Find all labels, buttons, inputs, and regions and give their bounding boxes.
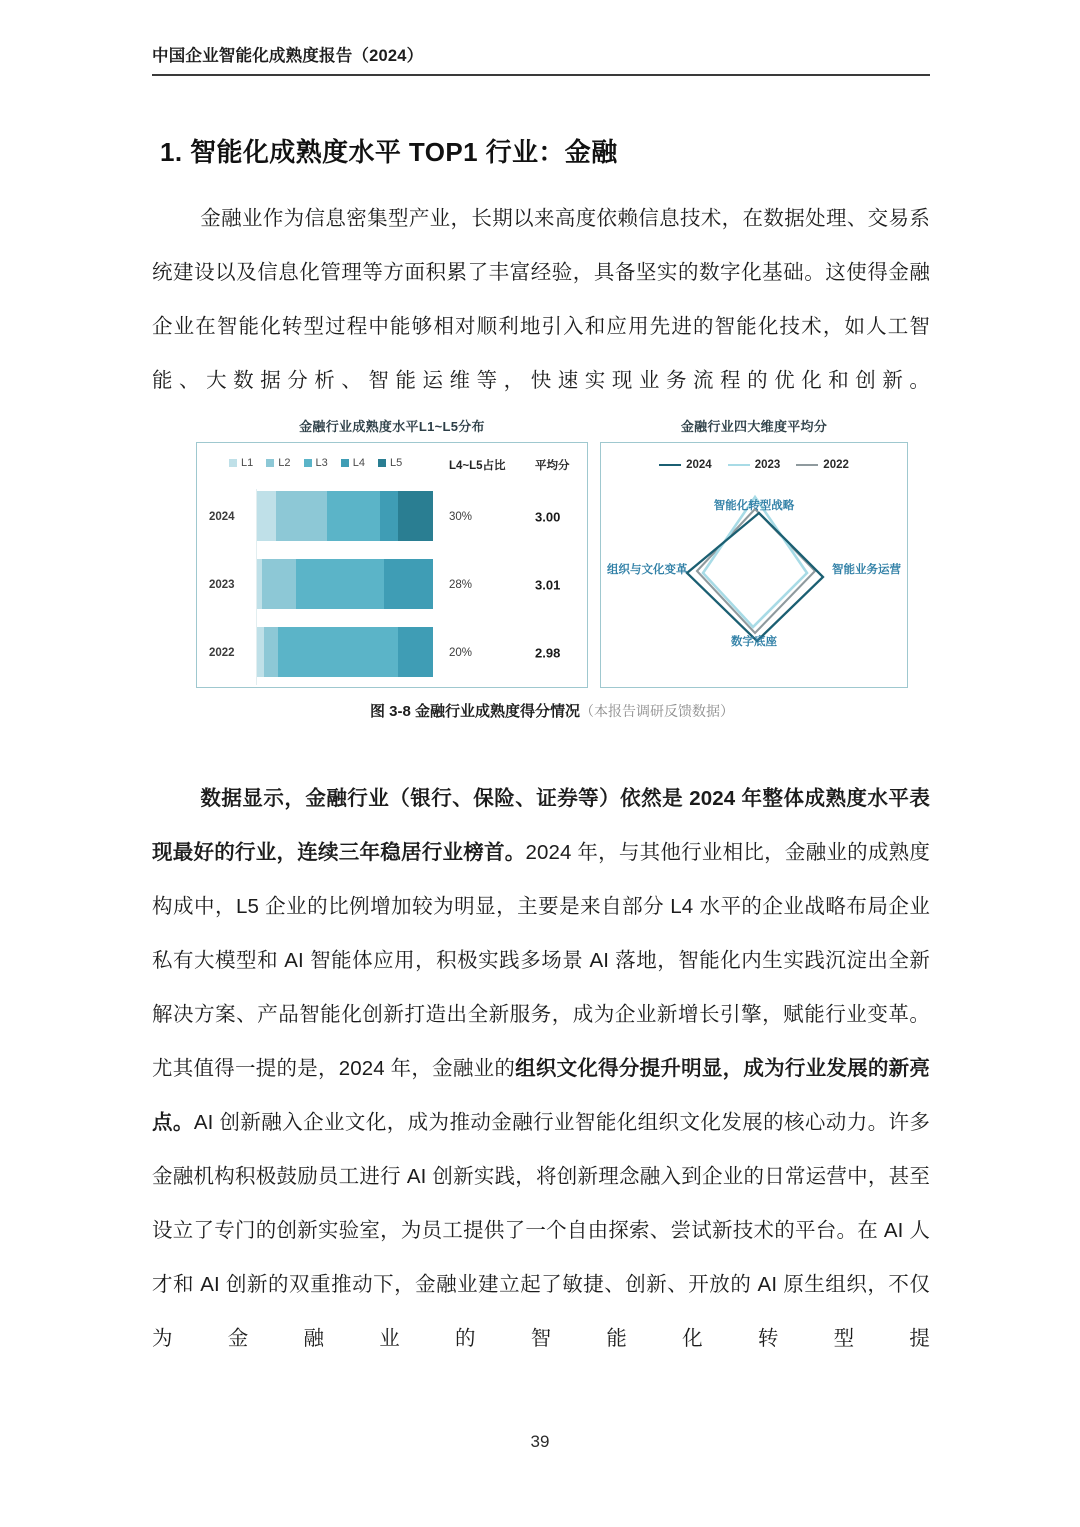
bar-segment-l4 bbox=[398, 627, 433, 677]
bar-segment-l1 bbox=[257, 491, 276, 541]
figure-caption-main: 图 3-8 金融行业成熟度得分情况 bbox=[369, 703, 581, 720]
page-number: 39 bbox=[530, 1432, 550, 1451]
bar-chart-rows bbox=[197, 483, 587, 687]
figure-charts bbox=[196, 416, 908, 688]
bar-track bbox=[257, 627, 433, 677]
legend-label-l2: L2 bbox=[278, 457, 291, 469]
bar-row-2022 bbox=[197, 619, 587, 687]
figure-caption-sub: （本报告调研反馈数据） bbox=[580, 703, 735, 719]
bar-segment-l2 bbox=[262, 559, 295, 609]
legend-item-l3 bbox=[304, 457, 328, 469]
paragraph-intro bbox=[152, 192, 930, 408]
paragraph-intro-text: 金融业作为信息密集型产业，长期以来高度依赖信息技术，在数据处理、交易系统建设以及信息化管理等方面积累了丰富经验，具备坚实的数字化基础。这使得金融企业在智能化转型过程中能够相对顺利地引入和应用先进的智能化技术，如人工智能、大数据分析、智能运维等，快速实现业务流程的优化和创新。 bbox=[152, 207, 930, 392]
bar-row-average-value: 3.00 bbox=[535, 509, 561, 525]
radar-polygon-2022 bbox=[697, 509, 815, 633]
column-header-average-score: 平均分 bbox=[535, 460, 570, 472]
bar-segment-l2 bbox=[264, 627, 278, 677]
figure-3-8 bbox=[196, 416, 908, 721]
radar-axis-label-org-culture: 组织与文化变革 bbox=[607, 564, 688, 576]
legend-item-l2 bbox=[266, 457, 290, 469]
bar-row-share-value: 28% bbox=[449, 579, 473, 591]
radar-axis-label-digital-base: 数字底座 bbox=[731, 636, 777, 648]
bar-row-year-label: 2024 bbox=[209, 511, 235, 523]
column-header-l4l5-share: L4~L5占比 bbox=[449, 460, 506, 472]
header-divider bbox=[152, 74, 930, 76]
bar-row-year-label: 2023 bbox=[209, 579, 235, 591]
bar-chart-legend bbox=[229, 457, 402, 469]
radar-legend-line-icon-2024 bbox=[659, 464, 681, 466]
bar-segment-l4 bbox=[380, 491, 398, 541]
legend-swatch-icon-l1 bbox=[229, 459, 237, 467]
legend-item-l4 bbox=[341, 457, 365, 469]
paragraph-analysis bbox=[152, 772, 930, 1366]
paragraph-analysis-text-1: 2024 年，与其他行业相比，金融业的成熟度构成中，L5 企业的比例增加较为明显，主要是来自部分 L4 水平的企业战略布局企业私有大模型和 AI 智能体应用，积极实践多场景 AI 落地，智能化内生实践沉淀出全新解决方案、产品智能化创新打造出全新服务，成为企业新增长引擎，赋能行业变革。尤其值得一提的是，2024 年，金融业的 bbox=[152, 841, 930, 1080]
paragraph-analysis-bold-highlight: 组织文化得分提升明显，成为行业发展的新亮点。 bbox=[152, 1057, 930, 1134]
legend-item-l5 bbox=[378, 457, 402, 469]
legend-swatch-icon-l4 bbox=[341, 459, 349, 467]
radar-axis-label-strategy: 智能化转型战略 bbox=[713, 500, 795, 512]
running-header-title: 中国企业智能化成熟度报告（2024） bbox=[152, 47, 424, 65]
figure-caption bbox=[196, 700, 908, 721]
section-heading: 1. 智能化成熟度水平 TOP1 行业：金融 bbox=[160, 137, 618, 167]
bar-chart-title: 金融行业成熟度水平L1~L5分布 bbox=[299, 419, 485, 434]
bar-track bbox=[257, 491, 433, 541]
radar-chart-frame bbox=[600, 442, 908, 688]
bar-chart-frame bbox=[196, 442, 588, 688]
radar-legend-label-2024: 2024 bbox=[686, 459, 712, 471]
legend-swatch-icon-l3 bbox=[304, 459, 312, 467]
bar-row-share-value: 30% bbox=[449, 511, 473, 523]
bar-row-2023 bbox=[197, 551, 587, 619]
legend-label-l4: L4 bbox=[352, 457, 365, 469]
radar-chart-card bbox=[600, 416, 908, 688]
bar-row-average-value: 2.98 bbox=[535, 645, 561, 661]
bar-row-share-value: 20% bbox=[449, 647, 473, 659]
legend-label-l5: L5 bbox=[390, 457, 403, 469]
legend-label-l3: L3 bbox=[315, 457, 328, 469]
bar-row-year-label: 2022 bbox=[209, 647, 235, 659]
legend-swatch-icon-l2 bbox=[266, 459, 274, 467]
bar-row-average-value: 3.01 bbox=[535, 577, 561, 593]
legend-label-l1: L1 bbox=[241, 457, 254, 469]
bar-chart-card bbox=[196, 416, 588, 688]
running-header bbox=[152, 42, 928, 66]
radar-axis-label-operations: 智能业务运营 bbox=[832, 564, 901, 576]
bar-segment-l4 bbox=[384, 559, 433, 609]
radar-legend-line-icon-2022 bbox=[796, 464, 818, 466]
bar-segment-l2 bbox=[276, 491, 327, 541]
bar-segment-l3 bbox=[296, 559, 384, 609]
bar-row-2024 bbox=[197, 483, 587, 551]
bar-segment-l5 bbox=[398, 491, 433, 541]
legend-swatch-icon-l5 bbox=[378, 459, 386, 467]
bar-segment-l3 bbox=[327, 491, 380, 541]
radar-legend-label-2023: 2023 bbox=[754, 459, 781, 471]
bar-segment-l1 bbox=[257, 627, 264, 677]
legend-item-l1 bbox=[229, 457, 253, 469]
radar-legend-label-2022: 2022 bbox=[823, 459, 849, 471]
radar-legend-line-icon-2023 bbox=[728, 464, 750, 466]
paragraph-analysis-bold-lead: 数据显示，金融行业（银行、保险、证券等）依然是 2024 年整体成熟度水平表现最好的行业，连续三年稳居行业榜首。 bbox=[152, 787, 930, 864]
bar-track bbox=[257, 559, 433, 609]
bar-segment-l3 bbox=[278, 627, 398, 677]
paragraph-analysis-text-2: AI 创新融入企业文化，成为推动金融行业智能化组织文化发展的核心动力。许多金融机构积极鼓励员工进行 AI 创新实践，将创新理念融入到企业的日常运营中，甚至设立了专门的创新实验室，为员工提供了一个自由探索、尝试新技术的平台。在 AI 人才和 AI 创新的双重推动下，金融业建立起了敏捷、创新、开放的 AI 原生组织，不仅为金融业的智能化转型提 bbox=[152, 1111, 931, 1350]
radar-chart-title: 金融行业四大维度平均分 bbox=[680, 419, 828, 434]
